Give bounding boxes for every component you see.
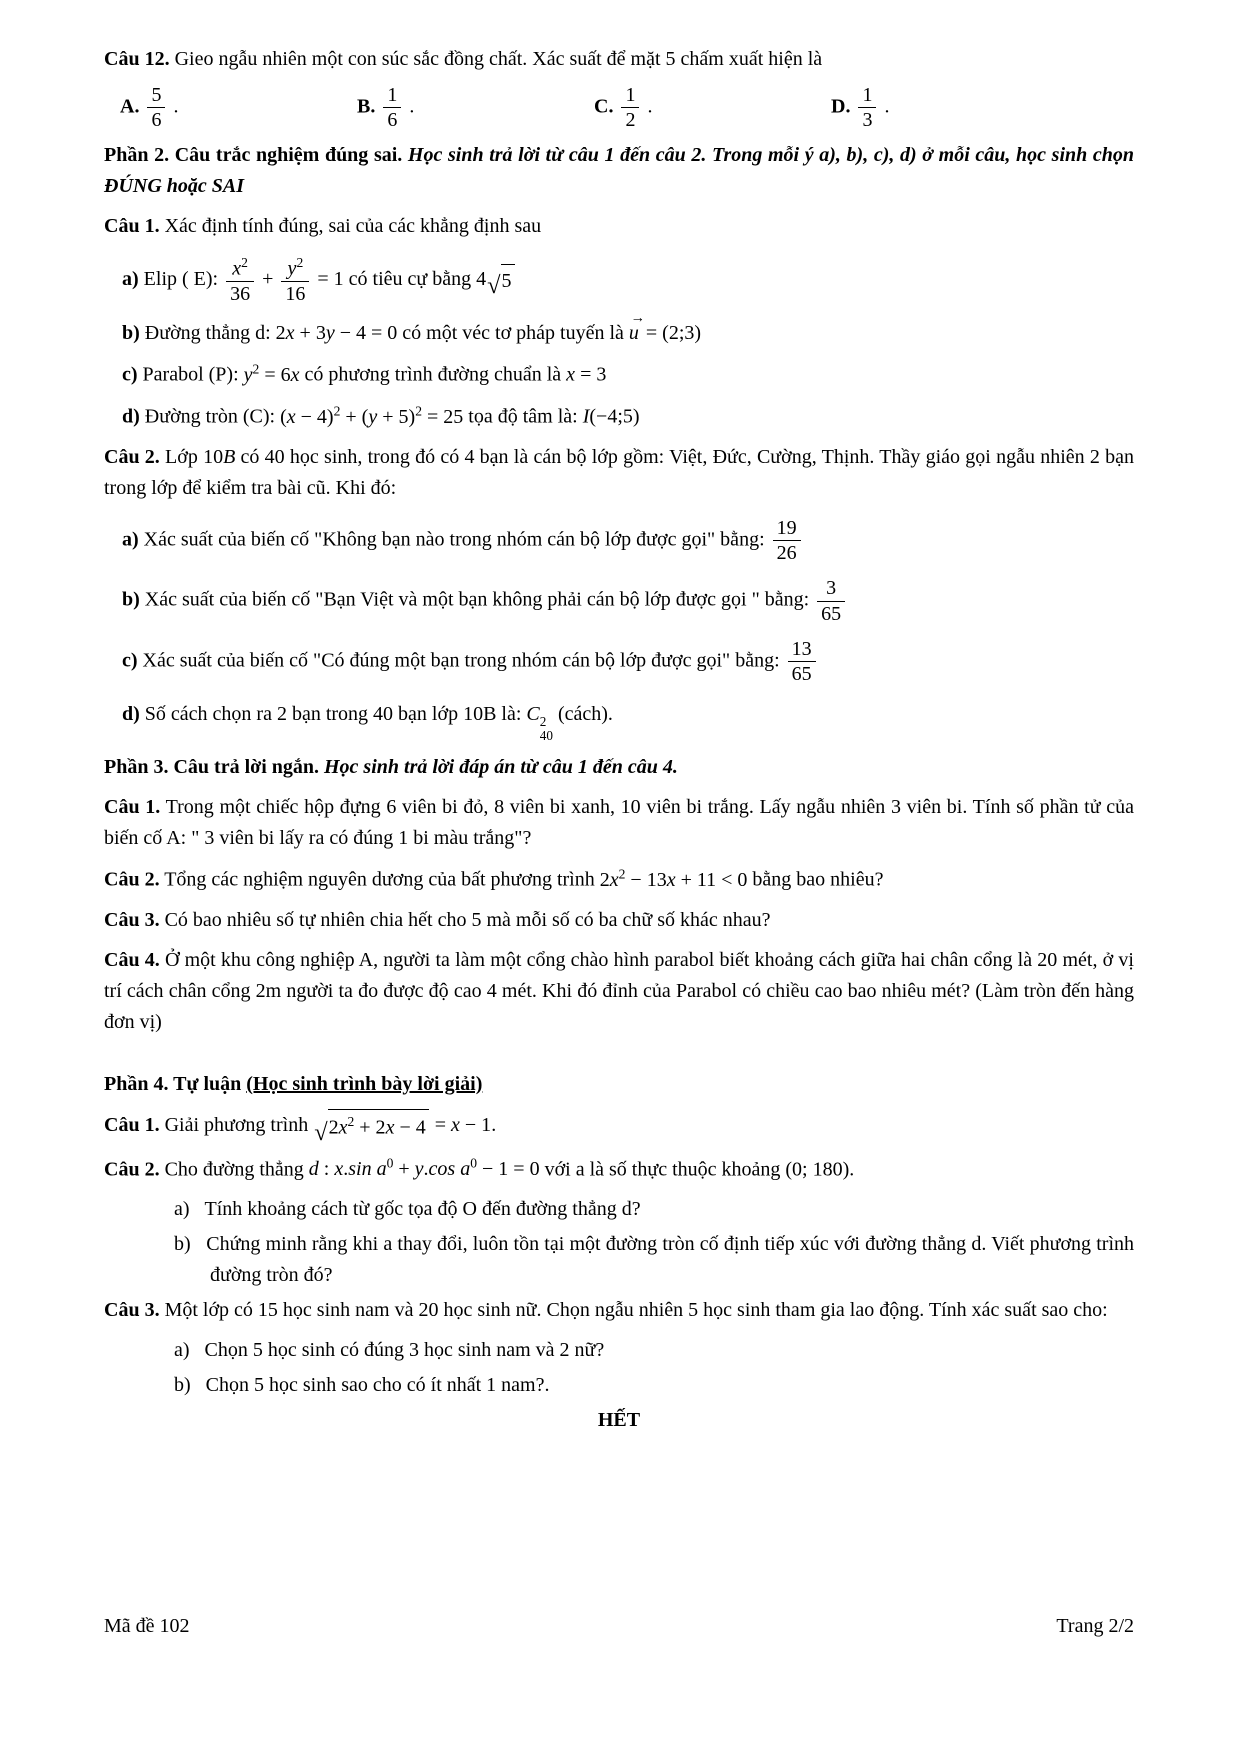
math-frac bbox=[147, 84, 165, 132]
math-text: = 1 bbox=[312, 267, 344, 290]
math-text: 2 bbox=[275, 322, 286, 345]
math-text: a bbox=[376, 1158, 387, 1181]
math-sup: 2 bbox=[241, 254, 248, 270]
math-text: x bbox=[385, 1116, 395, 1139]
math-expression bbox=[618, 84, 642, 132]
math-text: x bbox=[338, 1116, 348, 1139]
math-text: = bbox=[429, 1113, 452, 1136]
math-frac bbox=[858, 84, 876, 132]
body-text: Học sinh trả lời từ câu 1 đến câu 2. Trong mỗi ý a), b), c), d) ở mỗi câu, học sinh chọn ĐÚNG hoặc SAI bbox=[104, 143, 1135, 197]
choice-option bbox=[357, 84, 594, 132]
math-text: x bbox=[609, 868, 619, 891]
math-text: − 4 = 0 bbox=[334, 322, 398, 345]
document-content bbox=[104, 44, 1134, 1436]
part3-heading bbox=[104, 752, 1134, 783]
math-text: 2 bbox=[599, 868, 610, 891]
body-text: . bbox=[879, 95, 890, 118]
fraction-numerator bbox=[817, 577, 845, 601]
choice-option bbox=[594, 84, 831, 132]
body-text: Số cách chọn ra 2 bạn trong 40 bạn lớp 10B là: bbox=[139, 702, 527, 725]
label-text: d) bbox=[122, 702, 140, 725]
label-text: Câu 2. bbox=[104, 868, 160, 891]
math-frac bbox=[383, 84, 401, 132]
label-text: d) bbox=[122, 405, 140, 428]
math-expression bbox=[599, 866, 748, 891]
math-text: − 1 bbox=[459, 1113, 492, 1136]
choice-option bbox=[831, 84, 889, 132]
body-text: a) Tính khoảng cách từ gốc tọa độ O đến đường thẳng d? bbox=[174, 1198, 641, 1221]
fraction-numerator bbox=[773, 517, 801, 541]
math-text: y bbox=[368, 405, 378, 428]
math-text: y bbox=[325, 322, 335, 345]
p4q3-item-b bbox=[104, 1370, 1134, 1401]
part3-question-3 bbox=[104, 905, 1134, 936]
math-text: a bbox=[460, 1158, 471, 1181]
part2-question-1 bbox=[104, 211, 1134, 242]
math-text: d bbox=[308, 1158, 319, 1181]
fraction-denominator bbox=[383, 108, 401, 131]
body-text: có một véc tơ pháp tuyến là bbox=[397, 322, 629, 345]
math-expression bbox=[144, 84, 168, 132]
math-sup: 2 bbox=[296, 254, 304, 270]
math-sup: 2 bbox=[252, 361, 260, 377]
body-text: Cho đường thẳng bbox=[159, 1158, 309, 1181]
math-expression bbox=[526, 702, 553, 744]
label-text: Câu 1. bbox=[104, 796, 161, 819]
exam-code: Mã đề 102 bbox=[104, 1615, 190, 1637]
body-text: có phương trình đường chuẩn là bbox=[299, 363, 567, 386]
fraction-denominator bbox=[147, 108, 165, 131]
label-text: Câu 3. bbox=[104, 1299, 160, 1322]
label-text: C. bbox=[594, 95, 619, 118]
math-text: x bbox=[666, 868, 676, 891]
math-text: 2 bbox=[328, 1116, 339, 1139]
math-text: 65 bbox=[821, 602, 842, 625]
math-text: 26 bbox=[776, 541, 797, 564]
math-text: . bbox=[343, 1158, 349, 1181]
label-text: Câu 1. bbox=[104, 1113, 160, 1136]
math-text: cos bbox=[428, 1158, 456, 1181]
math-text: 6 bbox=[151, 109, 162, 132]
math-text: 2 bbox=[625, 109, 636, 132]
p2q1-item-d bbox=[104, 400, 1134, 433]
body-text: Giải phương trình bbox=[159, 1113, 314, 1136]
math-expression bbox=[785, 638, 819, 686]
body-text: với a là số thực thuộc khoảng (0; 180). bbox=[539, 1158, 855, 1181]
math-expression bbox=[566, 364, 606, 386]
math-expression bbox=[313, 1113, 492, 1147]
body-text: Xác suất của biến cố "Bạn Việt và một bạn không phải cán bộ lớp được gọi " bằng: bbox=[139, 588, 815, 611]
question-12 bbox=[104, 44, 1134, 75]
answer-choices-12 bbox=[104, 84, 1134, 132]
math-text: x bbox=[290, 363, 300, 386]
math-text: x bbox=[286, 405, 296, 428]
math-text: + 5) bbox=[377, 405, 416, 428]
p2q2-item-d bbox=[104, 699, 1134, 743]
body-text: tọa độ tâm là: bbox=[463, 405, 583, 428]
label-text: c) bbox=[122, 363, 138, 386]
math-frac bbox=[226, 255, 254, 305]
body-text: Học sinh trả lời đáp án từ câu 1 đến câu 4. bbox=[324, 756, 678, 779]
body-text: bằng bao nhiêu? bbox=[747, 868, 884, 891]
math-expression bbox=[629, 322, 701, 344]
math-text: 36 bbox=[230, 282, 251, 305]
label-text: (Học sinh trình bày lời giải) bbox=[246, 1072, 483, 1095]
math-expression bbox=[280, 402, 464, 428]
math-expression bbox=[476, 267, 515, 300]
math-text: 1 bbox=[387, 84, 398, 106]
p2q1-item-c bbox=[104, 358, 1134, 391]
math-text: = 6 bbox=[259, 363, 291, 386]
math-expression bbox=[770, 516, 804, 564]
math-text: x bbox=[232, 257, 242, 280]
label-text: a) bbox=[122, 528, 139, 551]
math-text: + 3 bbox=[294, 322, 326, 345]
math-text: x bbox=[566, 363, 576, 386]
math-text: y bbox=[414, 1158, 424, 1181]
part2-heading bbox=[104, 140, 1134, 202]
radicand bbox=[501, 264, 515, 297]
label-text: D. bbox=[831, 95, 856, 118]
math-text: 3 bbox=[862, 109, 873, 132]
math-frac bbox=[773, 517, 801, 565]
body-text: Đường tròn (C): bbox=[139, 405, 281, 428]
math-text: 5 bbox=[501, 269, 512, 292]
label-text: Câu 2. bbox=[104, 1158, 160, 1181]
math-frac bbox=[281, 255, 309, 305]
math-expression bbox=[855, 84, 879, 132]
math-text: C bbox=[526, 702, 540, 725]
math-text: ( bbox=[280, 405, 287, 428]
body-text: a) Chọn 5 học sinh có đúng 3 học sinh nam và 2 nữ? bbox=[174, 1339, 605, 1362]
math-sup: 0 bbox=[470, 1155, 478, 1171]
body-text: Trong một chiếc hộp đựng 6 viên bi đỏ, 8 viên bi xanh, 10 viên bi trắng. Lấy ngẫu nhiên 3 viên bi. Tính số phần tử của biến cố A: " 3 viên bi lấy ra có đúng 1 bi màu trắng"? bbox=[104, 796, 1134, 850]
label-text: b) bbox=[122, 588, 140, 611]
math-frac bbox=[788, 638, 816, 686]
part3-question-4 bbox=[104, 945, 1134, 1038]
math-text: 65 bbox=[791, 663, 812, 686]
fraction-numerator bbox=[281, 255, 309, 282]
math-text: 1 bbox=[862, 84, 873, 106]
part4-question-1 bbox=[104, 1109, 1134, 1147]
body-text: b) Chứng minh rằng khi a thay đổi, luôn tồn tại một đường tròn cố định tiếp xúc với đường thẳng d. Viết phương trình đường tròn đó? bbox=[174, 1233, 1134, 1287]
math-text: + bbox=[257, 267, 279, 290]
math-text: (−4;5) bbox=[589, 405, 640, 428]
part4-heading bbox=[104, 1069, 1134, 1100]
math-text: 4 bbox=[476, 267, 487, 290]
p4q2-item-b bbox=[104, 1229, 1134, 1291]
body-text: Tổng các nghiệm nguyên dương của bất phương trình bbox=[159, 868, 600, 891]
p2q1-item-a bbox=[104, 255, 1134, 305]
math-text: 19 bbox=[776, 516, 797, 539]
subscript: 40 bbox=[539, 728, 553, 744]
math-text: x bbox=[451, 1113, 460, 1136]
label-text: B. bbox=[357, 95, 381, 118]
fraction-denominator bbox=[858, 108, 876, 131]
superscript: 2 bbox=[539, 713, 547, 729]
math-sqrt bbox=[314, 1109, 429, 1147]
body-text: Xác định tính đúng, sai của các khẳng định sau bbox=[159, 214, 542, 237]
label-text: c) bbox=[122, 649, 138, 672]
math-expression bbox=[814, 577, 848, 625]
radical-sign-icon: √ bbox=[487, 272, 501, 300]
fraction-denominator bbox=[621, 108, 639, 131]
label-text: Phần 3. Câu trả lời ngắn. bbox=[104, 756, 324, 779]
math-text: = (2;3) bbox=[640, 322, 702, 345]
math-text: − 4 bbox=[394, 1116, 426, 1139]
math-sup: 2 bbox=[415, 402, 422, 418]
part4-question-3 bbox=[104, 1295, 1134, 1326]
body-text: (cách). bbox=[552, 702, 613, 725]
math-text: + ( bbox=[340, 405, 369, 428]
math-sqrt bbox=[487, 264, 514, 300]
fraction-denominator bbox=[817, 602, 845, 625]
math-text: 5 bbox=[151, 84, 162, 106]
math-text: : bbox=[318, 1158, 335, 1181]
math-sup: 2 bbox=[347, 1113, 355, 1129]
math-text: . bbox=[423, 1158, 429, 1181]
math-text: sin bbox=[348, 1158, 372, 1181]
math-expression bbox=[583, 406, 640, 428]
body-text: Parabol (P): bbox=[137, 363, 244, 386]
math-expression bbox=[223, 446, 235, 468]
math-text: + 11 < 0 bbox=[675, 868, 748, 891]
math-text: B bbox=[223, 445, 236, 468]
choice-option bbox=[120, 84, 357, 132]
body-text: . bbox=[168, 95, 179, 118]
math-text: y bbox=[243, 363, 253, 386]
label-text: Câu 3. bbox=[104, 908, 160, 931]
body-text: có 40 học sinh, trong đó có 4 bạn là cán bộ lớp gồm: Việt, Đức, Cường, Thịnh. Thầy giáo gọi ngẫu nhiên 2 bạn trong lớp để kiểm tra bài cũ. Khi đó: bbox=[104, 445, 1134, 499]
label-text: HẾT bbox=[597, 1409, 641, 1432]
radicand bbox=[328, 1109, 429, 1144]
math-text: y bbox=[287, 257, 297, 280]
math-sup: 2 bbox=[333, 402, 341, 418]
body-text: Lớp 10 bbox=[159, 445, 224, 468]
part3-question-1 bbox=[104, 792, 1134, 854]
math-text: − 1 = 0 bbox=[477, 1158, 540, 1181]
p2q1-item-b bbox=[104, 318, 1134, 349]
math-expression bbox=[276, 322, 398, 344]
p4q3-item-a bbox=[104, 1335, 1134, 1366]
math-text: + 2 bbox=[354, 1116, 386, 1139]
fraction-denominator bbox=[226, 282, 254, 305]
body-text: . bbox=[642, 95, 653, 118]
math-sup: 0 bbox=[386, 1155, 394, 1171]
body-text: Có bao nhiêu số tự nhiên chia hết cho 5 mà mỗi số có ba chữ số khác nhau? bbox=[159, 908, 771, 931]
math-supsub bbox=[540, 715, 553, 744]
label-text: Câu 1. bbox=[104, 214, 160, 237]
fraction-numerator bbox=[621, 84, 639, 108]
label-text: Câu 2. bbox=[104, 445, 160, 468]
fraction-numerator bbox=[147, 84, 165, 108]
fraction-denominator bbox=[788, 662, 816, 685]
page-footer bbox=[104, 1612, 1134, 1640]
body-text: Một lớp có 15 học sinh nam và 20 học sinh nữ. Chọn ngẫu nhiên 5 học sinh tham gia lao động. Tính xác suất sao cho: bbox=[159, 1299, 1108, 1322]
math-text: − 13 bbox=[625, 868, 667, 891]
label-text: Câu 12. bbox=[104, 48, 170, 70]
math-sup: 2 bbox=[618, 866, 626, 882]
p4q2-item-a bbox=[104, 1194, 1134, 1225]
p2q2-item-c bbox=[104, 638, 1134, 686]
fraction-numerator bbox=[788, 638, 816, 662]
label-text: b) bbox=[122, 322, 140, 345]
math-text: = 25 bbox=[422, 405, 464, 428]
body-text: Gieo ngẫu nhiên một con súc sắc đồng chất. Xác suất để mặt 5 chấm xuất hiện là bbox=[169, 48, 823, 70]
math-text: x bbox=[285, 322, 295, 345]
body-text: Đường thẳng d: bbox=[139, 322, 276, 345]
part4-question-2 bbox=[104, 1153, 1134, 1186]
body-text: Xác suất của biến cố "Không bạn nào trong nhóm cán bộ lớp được gọi" bằng: bbox=[138, 528, 770, 551]
part3-question-2 bbox=[104, 863, 1134, 896]
section-gap bbox=[104, 1047, 1134, 1069]
math-text: 16 bbox=[285, 282, 306, 305]
fraction-denominator bbox=[281, 282, 309, 305]
p2q2-item-b bbox=[104, 577, 1134, 625]
label-text: a) bbox=[122, 267, 139, 290]
fraction-denominator bbox=[773, 541, 801, 564]
math-text: x bbox=[334, 1158, 344, 1181]
math-text: = 3 bbox=[575, 363, 607, 386]
radical-sign-icon: √ bbox=[314, 1119, 328, 1147]
math-vec: u → bbox=[629, 318, 639, 349]
fraction-numerator bbox=[383, 84, 401, 108]
page-number: Trang 2/2 bbox=[1056, 1615, 1134, 1637]
math-expression bbox=[243, 361, 300, 386]
math-frac bbox=[621, 84, 639, 132]
math-expression bbox=[308, 1155, 540, 1181]
het-label bbox=[104, 1405, 1134, 1436]
body-text: Elip ( E): bbox=[138, 267, 224, 290]
fraction-numerator bbox=[226, 255, 254, 282]
label-text: Phần 2. Câu trắc nghiệm đúng sai. bbox=[104, 143, 408, 166]
body-text: Xác suất của biến cố "Có đúng một bạn trong nhóm cán bộ lớp được gọi" bằng: bbox=[137, 649, 785, 672]
math-text: I bbox=[582, 405, 590, 428]
math-expression bbox=[380, 84, 404, 132]
p2q2-item-a bbox=[104, 517, 1134, 565]
label-text: Phần 4. Tự luận bbox=[104, 1072, 247, 1095]
part2-question-2 bbox=[104, 442, 1134, 504]
fraction-numerator bbox=[858, 84, 876, 108]
body-text: Ở một khu công nghiệp A, người ta làm một cổng chào hình parabol biết khoảng cách giữa hai chân cổng là 20 mét, ở vị trí cách chân cổng 2m người ta đo được độ cao 4 mét. Khi đó đỉnh của Parabol có chiều cao bao nhiêu mét? (Làm tròn đến hàng đơn vị) bbox=[104, 948, 1134, 1033]
math-text: + bbox=[393, 1158, 415, 1181]
math-frac bbox=[817, 577, 845, 625]
math-expression bbox=[223, 254, 344, 305]
body-text: b) Chọn 5 học sinh sao cho có ít nhất 1 nam?. bbox=[174, 1374, 550, 1397]
math-text: 6 bbox=[387, 109, 398, 132]
math-text: 1 bbox=[625, 84, 636, 106]
body-text: có tiêu cự bằng bbox=[343, 267, 477, 290]
body-text: . bbox=[491, 1113, 497, 1136]
math-text: − 4) bbox=[295, 405, 334, 428]
label-text: A. bbox=[120, 95, 145, 118]
math-text: 13 bbox=[791, 638, 812, 661]
body-text: . bbox=[404, 95, 415, 118]
math-text: 3 bbox=[826, 577, 837, 600]
label-text: Câu 4. bbox=[104, 948, 160, 971]
